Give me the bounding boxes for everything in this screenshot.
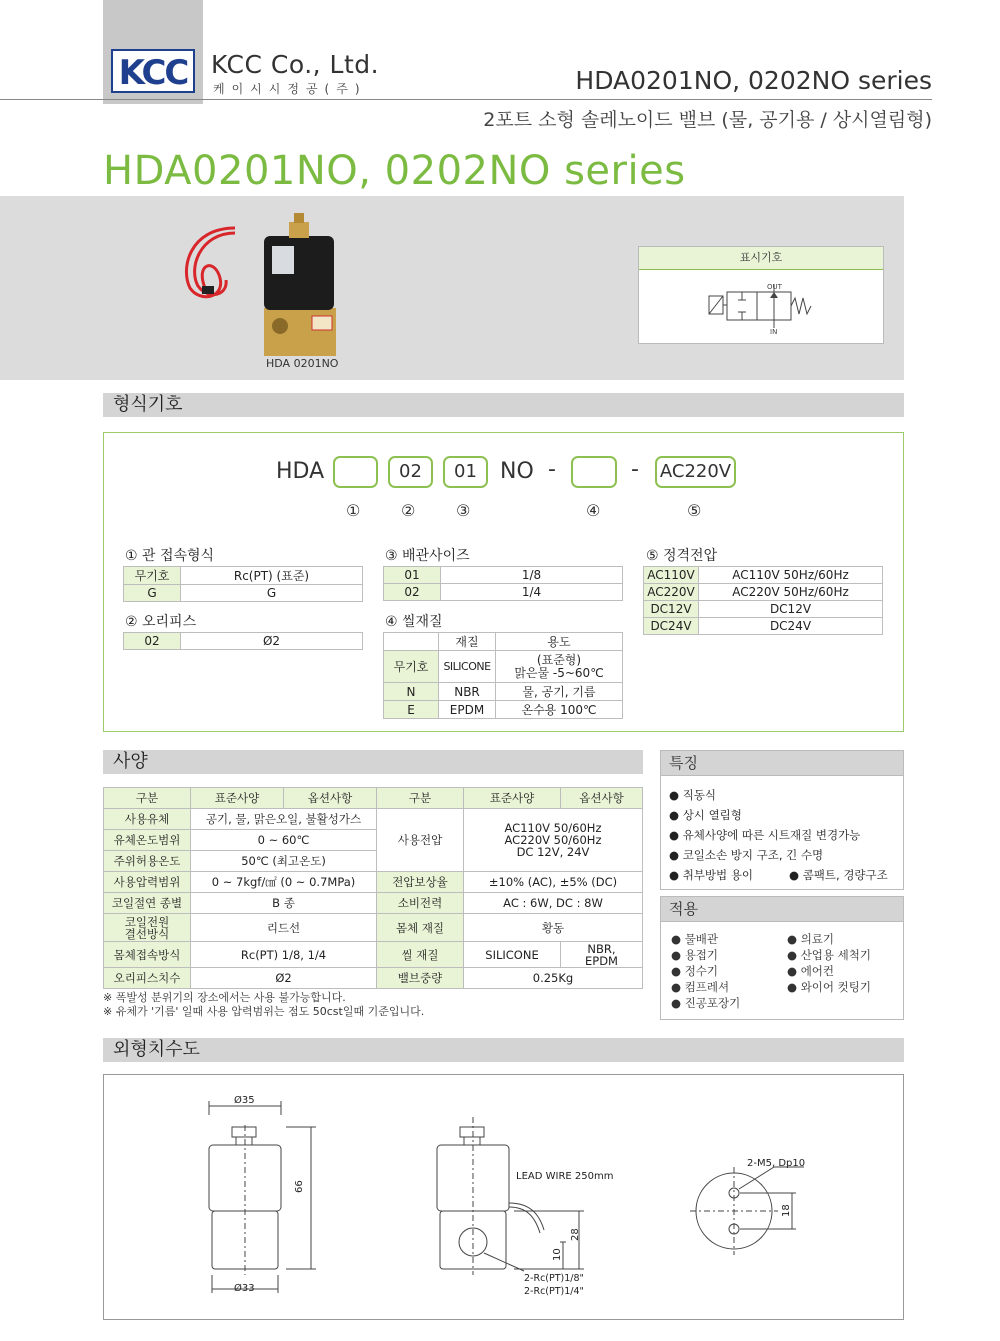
model-box-3: 01 bbox=[443, 456, 488, 488]
num-2: ② bbox=[401, 501, 416, 520]
svg-text:IN: IN bbox=[770, 328, 778, 336]
feature-item: ● 콤팩트, 경량구조 bbox=[789, 868, 888, 882]
conn-table: 무기호 Rc(PT) (표준) G G bbox=[123, 566, 363, 602]
application-item: ● 의료기 bbox=[787, 932, 835, 946]
num-5: ⑤ bbox=[687, 501, 702, 520]
model-box-2: 02 bbox=[388, 456, 433, 488]
conn-title: ① 관 접속형식 bbox=[125, 548, 215, 564]
header-series: HDA0201NO, 0202NO series bbox=[575, 66, 932, 95]
company-name-kr: 케이시시정공(주) bbox=[213, 82, 367, 96]
features-panel bbox=[660, 750, 904, 890]
num-3: ③ bbox=[456, 501, 471, 520]
orifice-table: 02 Ø2 bbox=[123, 632, 363, 650]
company-name: KCC Co., Ltd. bbox=[211, 50, 380, 79]
svg-text:2-M5, Dp10: 2-M5, Dp10 bbox=[747, 1158, 806, 1169]
svg-text:KCC: KCC bbox=[118, 53, 188, 93]
feature-item: ● 코일소손 방지 구조, 긴 수명 bbox=[669, 848, 824, 862]
num-1: ① bbox=[346, 501, 361, 520]
feature-item: ● 취부방법 용이 bbox=[669, 868, 753, 882]
application-item: ● 정수기 bbox=[671, 964, 719, 978]
applications-panel bbox=[660, 896, 904, 1020]
pipe-title: ③ 배관사이즈 bbox=[385, 548, 470, 564]
features-bar: 특징 bbox=[661, 751, 903, 776]
feature-item: ● 유체사양에 따른 시트재질 변경가능 bbox=[669, 828, 861, 842]
svg-text:Ø35: Ø35 bbox=[234, 1095, 255, 1106]
applications-bar: 적용 bbox=[661, 897, 903, 922]
seal-title: ④ 씰재질 bbox=[385, 614, 443, 630]
application-item: ● 산업용 세척기 bbox=[787, 948, 871, 962]
application-item: ● 와이어 컷팅기 bbox=[787, 980, 871, 994]
svg-text:66: 66 bbox=[294, 1180, 305, 1193]
header-rule bbox=[0, 99, 932, 100]
header-subtitle: 2포트 소형 솔레노이드 밸브 (물, 공기용 / 상시열림형) bbox=[483, 109, 932, 131]
kcc-logo bbox=[111, 49, 195, 93]
dimensions-section-bar: 외형치수도 bbox=[103, 1038, 904, 1062]
svg-text:2-Rc(PT)1/4": 2-Rc(PT)1/4" bbox=[524, 1286, 584, 1297]
application-item: ● 용접기 bbox=[671, 948, 719, 962]
voltage-table: AC110V AC110V 50Hz/60Hz AC220V AC220V 50Hz/60Hz DC12V DC12V DC24V DC24V bbox=[643, 566, 883, 635]
svg-text:28: 28 bbox=[570, 1228, 581, 1241]
application-item: ● 에어컨 bbox=[787, 964, 835, 978]
model-box-1 bbox=[333, 456, 378, 488]
application-item: ● 물배관 bbox=[671, 932, 719, 946]
orifice-title: ② 오리피스 bbox=[125, 614, 197, 630]
model-section-bar: 형식기호 bbox=[103, 393, 904, 417]
model-box-5: AC220V bbox=[655, 456, 736, 488]
svg-text:2-Rc(PT)1/8": 2-Rc(PT)1/8" bbox=[524, 1273, 584, 1284]
logo-background bbox=[103, 0, 203, 104]
num-4: ④ bbox=[586, 501, 601, 520]
application-item: ● 진공포장기 bbox=[671, 996, 741, 1010]
valve-symbol bbox=[639, 270, 883, 342]
dimension-drawing-box bbox=[103, 1074, 904, 1320]
symbol-header: 표시기호 bbox=[639, 247, 883, 270]
model-no: NO bbox=[500, 459, 534, 484]
application-item: ● 컴프레셔 bbox=[671, 980, 730, 994]
spec-section-bar: 사양 bbox=[103, 750, 643, 774]
svg-text:LEAD WIRE 250mm: LEAD WIRE 250mm bbox=[516, 1171, 614, 1182]
feature-item: ● 상시 열림형 bbox=[669, 808, 742, 822]
feature-item: ● 직동식 bbox=[669, 788, 717, 802]
symbol-panel bbox=[638, 246, 884, 344]
model-dash-2: - bbox=[631, 457, 639, 482]
valve-photo bbox=[180, 208, 350, 358]
voltage-title: ⑤ 정격전압 bbox=[646, 548, 718, 564]
svg-text:18: 18 bbox=[781, 1204, 792, 1217]
pipe-table: 01 1/8 02 1/4 bbox=[383, 566, 623, 601]
spec-note-2: ※ 유체가 '기름' 일때 사용 압력범위는 점도 50cst일때 기준입니다. bbox=[103, 1005, 425, 1018]
dimension-drawing bbox=[104, 1075, 903, 1319]
spec-note-1: ※ 폭발성 분위기의 장소에서는 사용 불가능합니다. bbox=[103, 991, 346, 1004]
model-dash-1: - bbox=[548, 457, 556, 482]
model-prefix: HDA bbox=[276, 459, 325, 484]
photo-caption: HDA 0201NO bbox=[266, 357, 339, 370]
svg-text:OUT: OUT bbox=[767, 283, 782, 291]
model-box-4 bbox=[571, 456, 617, 488]
svg-text:10: 10 bbox=[552, 1248, 563, 1261]
page-title: HDA0201NO, 0202NO series bbox=[103, 148, 686, 194]
spec-table: 구분 표준사양 옵션사항 구분 표준사양 옵션사항 사용유체 공기, 물, 맑은오일, 불활성가스 사용전압 AC110V 50/60Hz AC220V 50/60Hz DC 12V, 24V 유체온도범위 0 ~ 60℃ 주위허용온도 50℃ (최고온도) 사용압력범위 0 ~ 7kgf/㎠ (0 ~ 0.7MPa) 전압보상율 ±10% (AC), ±5% (DC) 코일절연 종별 B 종 소비전력 AC : 6W, DC : 8W 코일전원 결선방식 리드선 몸체 재질 황동 몸체접속방식 Rc(PT) 1/8, 1/4 씰 재질 SILICONE NBR, EPDM 오리피스치수 Ø2 밸브중량 0.25Kg bbox=[103, 787, 643, 989]
svg-text:Ø33: Ø33 bbox=[234, 1283, 255, 1294]
seal-table: 재질 용도 무기호 SILICONE (표준형) 맑은물 -5~60℃ N NBR 물, 공기, 기름 E EPDM 온수용 100℃ bbox=[383, 632, 623, 719]
